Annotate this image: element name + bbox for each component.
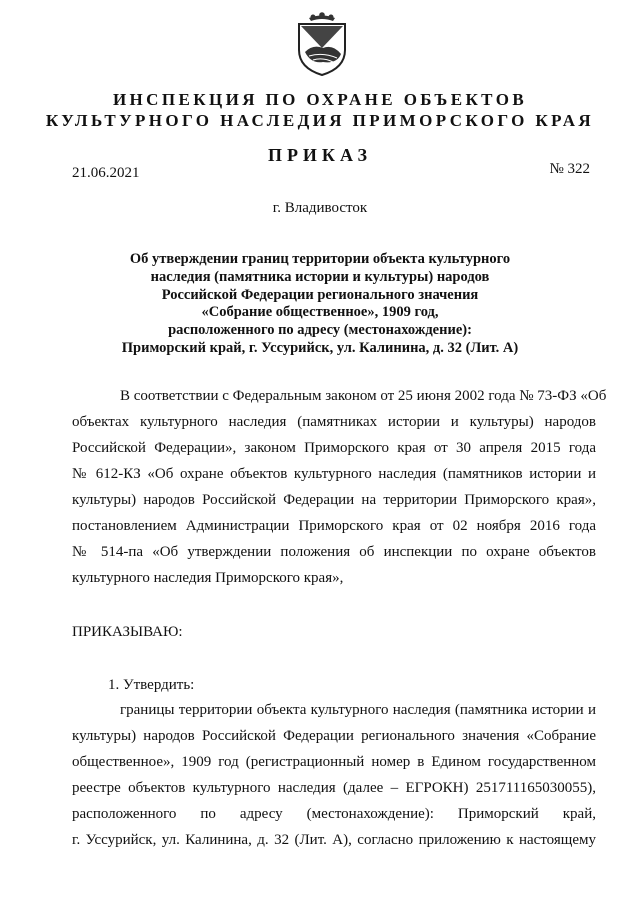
order-directive: ПРИКАЗЫВАЮ: bbox=[72, 624, 183, 640]
address-word: адресу bbox=[239, 806, 283, 822]
item-line: общественное», 1909 год (регистрационный номер в Едином государственном bbox=[72, 754, 596, 770]
address-word: по bbox=[200, 806, 216, 822]
document-type: ПРИКАЗ bbox=[267, 145, 373, 165]
preamble-line: культурного наследия Приморского края», bbox=[72, 570, 344, 586]
subject-line: Об утверждении границ территории объекта культурного bbox=[129, 251, 511, 267]
document-number: № 322 bbox=[549, 161, 590, 177]
order-item-1-heading: 1. Утвердить: bbox=[108, 677, 195, 693]
coat-of-arms-icon bbox=[293, 12, 351, 78]
subject-line: «Собрание общественное», 1909 год, bbox=[201, 304, 439, 321]
address-word: (местонахождение): bbox=[306, 806, 434, 822]
subject-line: Приморский край, г. Уссурийск, ул. Калинина, д. 32 (Лит. А) bbox=[121, 339, 519, 356]
item-line: границы территории объекта культурного наследия (памятника истории и bbox=[120, 702, 596, 718]
address-word: Приморский bbox=[457, 806, 539, 822]
preamble-line: В соответствии с Федеральным законом от 25 июня 2002 года № 73-ФЗ «Об bbox=[120, 388, 607, 404]
item-address-line bbox=[72, 801, 596, 827]
address-word: край, bbox=[562, 806, 596, 822]
item-line: г. Уссурийск, ул. Калинина, д. 32 (Лит. А), согласно приложению к настоящему bbox=[72, 832, 596, 848]
preamble-line: Российской Федерации», законом Приморского края от 30 апреля 2015 года bbox=[72, 440, 596, 456]
document-date: 21.06.2021 bbox=[72, 165, 140, 181]
order-subject bbox=[80, 251, 560, 358]
preamble-paragraph bbox=[72, 383, 607, 591]
document-city: г. Владивосток bbox=[272, 200, 368, 216]
preamble-line: объектах культурного наследия (памятниках истории и культуры) народов bbox=[72, 414, 596, 430]
organization-name-line2: КУЛЬТУРНОГО НАСЛЕДИЯ ПРИМОРСКОГО КРАЯ bbox=[45, 111, 595, 130]
item-line: культуры) народов Российской Федерации регионального значения «Собрание bbox=[72, 728, 596, 744]
preamble-line: постановлением Администрации Приморского края от 02 ноября 2016 года bbox=[72, 518, 596, 534]
preamble-line: культуры) народов Российской Федерации на территории Приморского края», bbox=[72, 492, 596, 508]
address-word: расположенного bbox=[72, 806, 177, 822]
order-item-1-text bbox=[72, 697, 596, 853]
preamble-line: № 612-КЗ «Об охране объектов культурного наследия (памятников истории и bbox=[72, 466, 596, 482]
organization-name-line1: ИНСПЕКЦИЯ ПО ОХРАНЕ ОБЪЕКТОВ bbox=[112, 90, 528, 109]
subject-line: Российской Федерации регионального значения bbox=[161, 286, 479, 303]
preamble-line: № 514-па «Об утверждении положения об инспекции по охране объектов bbox=[72, 544, 596, 560]
subject-line: наследия (памятника истории и культуры) народов bbox=[150, 268, 490, 285]
item-line: реестре объектов культурного наследия (далее – ЕГРОКН) 251711165030055), bbox=[72, 780, 596, 796]
subject-line: расположенного по адресу (местонахождение): bbox=[168, 322, 472, 339]
